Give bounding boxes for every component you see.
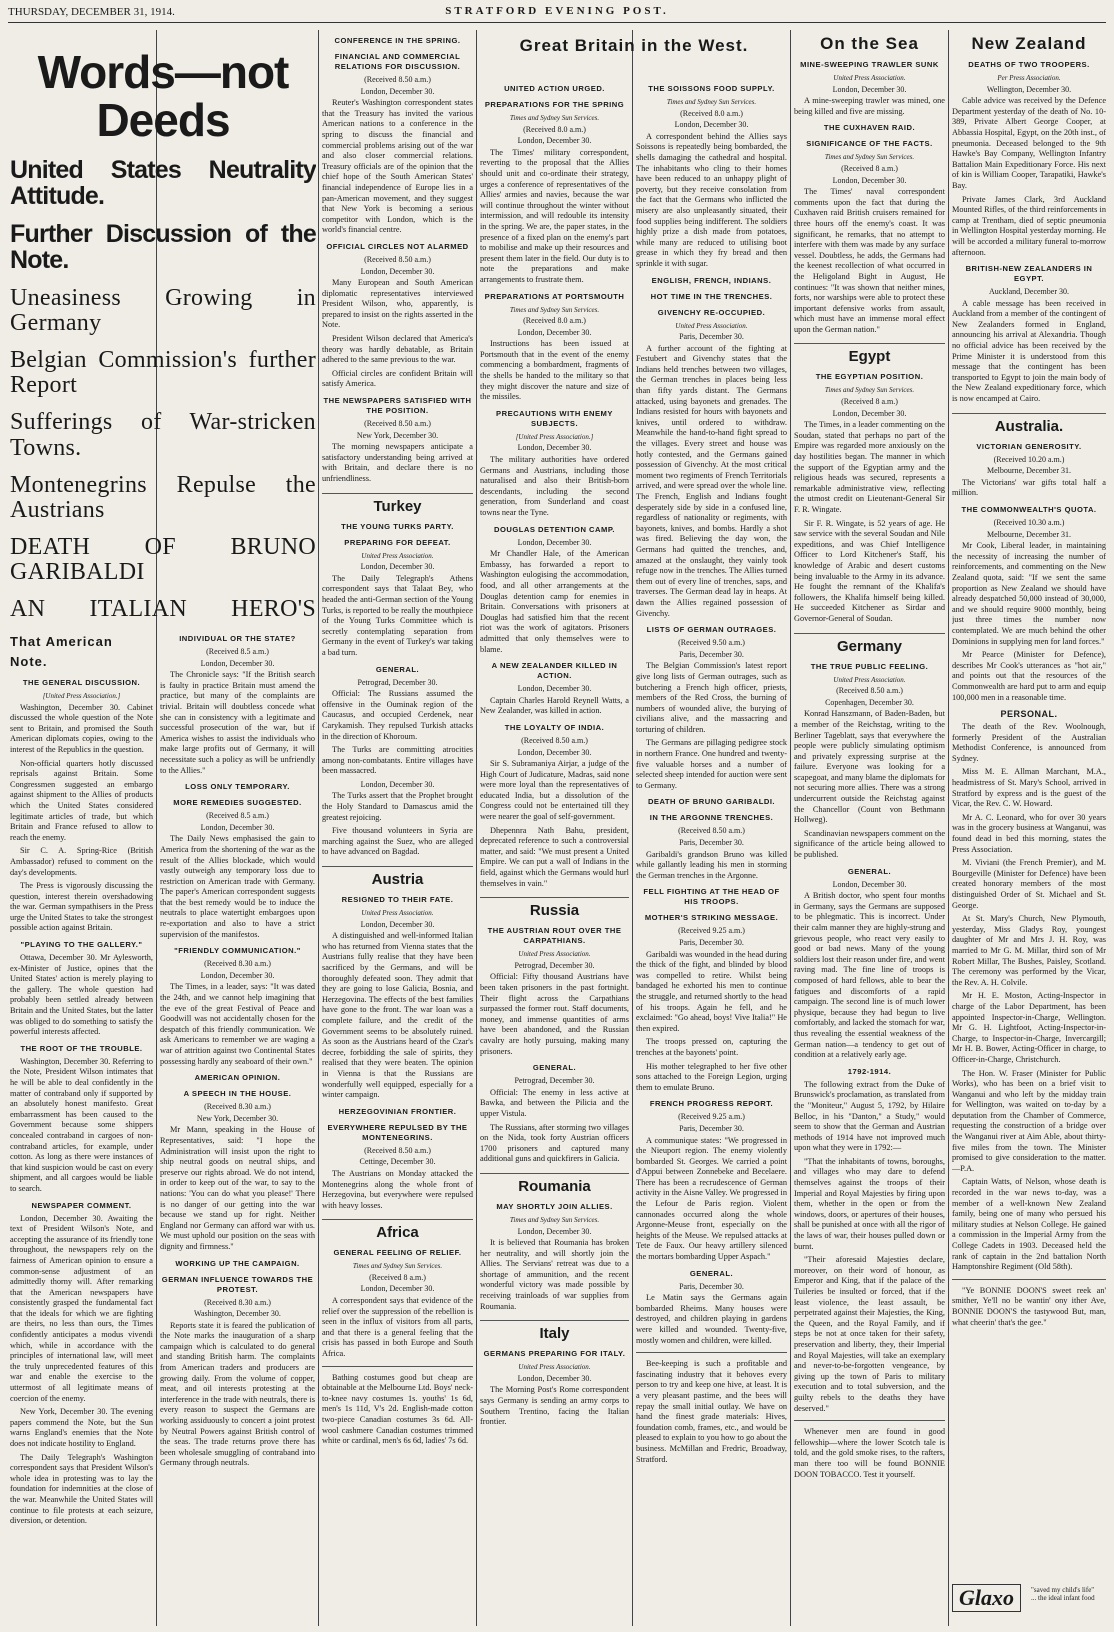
paragraph: Five thousand volunteers in Syria are marching against the Suez, who are alleged to have advanced on Bagdad. bbox=[322, 826, 473, 857]
paragraph: The Hon. W. Fraser (Minister for Public Works), who has been on a brief visit to Wanganui and who left by the midday train for Wellington, was waited on to-day by a deputation from the Chamber of Commerce, requesting the construction of a bridge over the Wanganui river at Aim Able, about thirty-five miles from the town. The Minister promised to give consideration to the matter.—P.A. bbox=[952, 1068, 1106, 1173]
subhead: PREPARATIONS AT PORTSMOUTH bbox=[484, 291, 625, 301]
dateline: London, December 30. bbox=[517, 747, 592, 757]
paragraph: London, December 30. Awaiting the text of President Wilson's Note, and accepting the assurance of its friendly tone throughout, the newspapers rely on the fairness of American opinion to ensure a common-sense adjustment of an admittedly thorny will. After remarking that the American newspapers have consistently grasped the fundamental fact that the ideals for which we are fighting are theirs, no less than ours, the Times confidently anticipates a modus vivendi which, while in accordance with the principles of international law, will meet the truly unprecedented features of this war and enable the exercise to the uttermost of all legitimate means of coercion of the enemy. bbox=[10, 1213, 153, 1403]
subhead: THE AUSTRIAN ROUT OVER THE CARPATHIANS. bbox=[487, 926, 622, 946]
subhead: RESIGNED TO THEIR FATE. bbox=[341, 895, 454, 905]
subhead: HOT TIME IN THE TRENCHES. bbox=[650, 291, 773, 301]
source-line: United Press Association. bbox=[518, 1363, 591, 1372]
dateline: Washington, December 30. bbox=[194, 1309, 281, 1319]
subhead: LISTS OF GERMAN OUTRAGES. bbox=[646, 625, 777, 635]
column-rule bbox=[476, 30, 477, 1626]
paragraph: The Times' military correspondent, reverting to the proposal that the Allies should unit and co-ordinate their strategy, urges a conference of representatives of the Allies' armies and navies, because the war will continue throughout the winter without intermission, and will redouble its intensity in the spring. We are, the paper states, in the presence of a fixed plan on the enemy's part to mobilise and make up their resources and present them later in the field. Our duty is to note the preparations and make arrangements to frustrate them. bbox=[480, 147, 629, 284]
subhead: "FRIENDLY COMMUNICATION." bbox=[174, 946, 301, 956]
subhead: GERMAN INFLUENCE TOWARDS THE PROTEST. bbox=[161, 1274, 314, 1294]
received-line: (Received 8.30 a.m.) bbox=[204, 959, 271, 969]
received-line: (Received 8.30 a.m.) bbox=[204, 1102, 271, 1112]
paragraph: A mine-sweeping trawler was mined, one being killed and five are missing. bbox=[794, 96, 945, 116]
subhead: DEATH OF BRUNO GARIBALDI. bbox=[647, 797, 776, 807]
received-line: (Received 9.50 a.m.) bbox=[678, 638, 745, 648]
paragraph: The Times' naval correspondent comments upon the fact that during the Cuxhaven raid British cruisers remained for three hours off the enemy's coast. It was significant, he remarks, that no attempt to interfere with them was made by any surface vessel. Doubtless, he adds, the Germans had the keenest recollection of what occurred in the Heligoland Bight in August, He continues: "It was shown that neither mines, forts, nor warships were able to protect these important defensive works from assault, which must have an immense moral effect upon the German nation." bbox=[794, 187, 945, 334]
section-heading-roumania: Roumania bbox=[480, 1173, 629, 1196]
source-line: Times and Sydney Sun Services. bbox=[824, 386, 915, 395]
dateline: Paris, December 30. bbox=[679, 938, 744, 947]
paragraph: The Times, in a leader, says: "It was dated the 24th, and we cannot help imagining that the eve of the great Festival of Peace and Goodwill was not accidentally chosen for the despatch of this friendly communication. We ask Americans to remember we are waging a war of attrition against two Continental States possessing hardly any seaboard of their own." bbox=[160, 982, 315, 1066]
paragraph: "That the inhabitants of towns, boroughs, and villages who may dare to defend themselves against the troops of their Imperial and Royal Majesties by firing upon them, whether in the open or from the windows, doors, or apertures of their houses, shall be punished at once with all the rigor of the laws of war, their houses pulled down or burnt. bbox=[794, 1156, 945, 1251]
paragraph: Private James Clark, 3rd Auckland Mounted Rifles, of the third reinforcements in camp at Trentham, died of septic pneumonia in Wellington Hospital yesterday morning. He will be accorded a military funeral to-morrow afternoon. bbox=[952, 194, 1106, 257]
subhead: MAY SHORTLY JOIN ALLIES. bbox=[496, 1201, 613, 1211]
received-line: (Received 8.50 a.m.) bbox=[364, 1145, 431, 1155]
paragraph: A correspondent behind the Allies says Soissons is repeatedly being bombarded, the shells damaging the cathedral and hospital. The inhabitants who cling to their homes have been reduced to an unhappy plight of poverty, but they receive consolation from the fact that the Germans who inflicted the misery are also unpleasantly situated, their food supplies being indifferent. The soldiers highly prize a dish made from potatoes, while many are reduced to utilising boot grease in which they fry bread and then sprinkle it with sugar. bbox=[636, 131, 787, 268]
paragraph: The Austrians on Monday attacked the Montenegrins along the whole front of Herzegovina, but everywhere were repulsed with heavy losses. bbox=[322, 1168, 473, 1210]
divider bbox=[794, 1420, 945, 1421]
subhead: INDIVIDUAL OR THE STATE? bbox=[179, 634, 296, 643]
subhead: THE EGYPTIAN POSITION. bbox=[815, 372, 924, 382]
subhead: HERZEGOVINIAN FRONTIER. bbox=[338, 1106, 457, 1116]
section-heading-australia: Australia. bbox=[952, 413, 1106, 436]
column-sea-egypt-germany bbox=[794, 30, 945, 1626]
dateline: Cettinge, December 30. bbox=[359, 1157, 436, 1167]
section-heading-africa: Africa bbox=[322, 1219, 473, 1242]
subhead: THE TRUE PUBLIC FEELING. bbox=[810, 661, 929, 671]
subhead: THE ROOT OF THE TROUBLE. bbox=[20, 1043, 143, 1053]
paragraph: The Russians, after storming two villages on the Nida, took forty Austrian officers 1700 prisoners and captured many additional guns and quickfirers in Galicia. bbox=[480, 1122, 629, 1164]
paragraph: "Their aforesaid Majesties declare, moreover, on their word of honour, as Emperor and King, that if the palace of the Tuileries be insulted or forced, that if the least violence, the least assault, be perpetrated against their Majesties, the King, the Queen, and the Royal Family, and if steps be not at once taken for their safety, preservation and liberty, they, their Imperial and Royal Majesties, will take an exemplary and never-to-be-forgotten vengeance, by giving up the town of Paris to military execution and to total subversion, and the guilty rebels to the deaths they have deserved." bbox=[794, 1255, 945, 1413]
paragraph: The military authorities have ordered Germans and Austrians, including those naturalised and also their British-born descendants, including the second generation, from Sunderland and coast towns near the Tyne. bbox=[480, 455, 629, 517]
paragraph: The troops pressed on, capturing the trenches at the bayonets' point. bbox=[636, 1037, 787, 1057]
source-line: Times and Sydney Sun Services. bbox=[509, 1215, 600, 1224]
paragraph: A correspondent says that evidence of the relief over the suppression of the rebellion is seen in the influx of visitors from all parts, and that there is a general feeling that the crisis has passed in both Europe and South Africa. bbox=[322, 1296, 473, 1359]
dateline: Petrograd, December 30. bbox=[514, 1076, 595, 1086]
source-line: Times and Sydney Sun Services. bbox=[824, 153, 915, 162]
paragraph: Reports state it is feared the publication of the Note marks the inauguration of a sharp campaign which is calculated to do general and standing British harm. The complaints from American traders and producers are growing daily. From the volume of copper, meat, and oil interests protesting at the interference in the trade with neutrals, there is every reason to suspect the Germans are working assiduously to concert a joint protest by Neutral Powers against British control of the seas. The trade returns prove there has been wholesale smuggling of contraband into Germany through neutrals. bbox=[160, 1320, 315, 1468]
subhead: WORKING UP THE CAMPAIGN. bbox=[175, 1258, 300, 1268]
subhead: EVERYWHERE REPULSED BY THE MONTENEGRINS. bbox=[327, 1122, 468, 1142]
column-rule bbox=[790, 30, 791, 1626]
subhead: GIVENCHY RE-OCCUPIED. bbox=[657, 307, 766, 317]
headline: Sufferings of War-stricken Towns. bbox=[10, 409, 316, 461]
paragraph: Konrad Hanszmann, of Baden-Baden, but a member of the Reichstag, writing to the Berliner Tageblatt, says that everywhere the people were publicly simulating optimism and privately expressing surprise at the failure. Everyone was looking for a scapegoat, and many blame the diplomats for not securing more allies. There was a strong undercurrent outside the Reichstag against the Chancellor (Count von Bethmann Hollweg). bbox=[794, 709, 945, 825]
paragraph: A cable message has been received in Auckland from a member of the contingent of New Zealanders formed in England, announcing his arrival at Alexandria. Though no official advice has been received by the Prime Minister it is understood from this message that the contingent has been transported to Egypt to join the main body of the New Zealand expeditionary force, which is now encamped at Cairo. bbox=[952, 298, 1106, 404]
headline: Further Discussion of the Note. bbox=[10, 220, 316, 275]
banner-on-the-sea: On the Sea bbox=[820, 34, 919, 53]
advertisement-paragraph: Bee-keeping is such a profitable and fascinating industry that it behoves every person to try and keep one hive, at least. It is a very pleasant pastime, and the bees will repay the small initial outlay. We have on hand the finest grade materials: Hives, foundation comb, frames, etc., and would be pleased to explain to you how to go about the business. McMillan and Fredric, Broadway, Stratford. bbox=[636, 1359, 787, 1464]
ad-text: "saved my child's life" ... the ideal infant food bbox=[1031, 1586, 1095, 1602]
headline: Uneasiness Growing in Germany bbox=[10, 284, 316, 336]
dateline: Paris, December 30. bbox=[679, 1123, 744, 1133]
paragraph: Official: Fifty thousand Austrians have been taken prisoners in the past fortnight. Their flight across the Carpathians surpassed the former rout. Staff documents, money, and immense quantities of arms have been abandoned, and the Russian cavalry are hotly pursuing, making many prisoners. bbox=[480, 972, 629, 1056]
paragraph: New York, December 30. The evening papers commend the Note, but the Sun warns England's enemies that the Note does not indicate hostility to England. bbox=[10, 1407, 153, 1448]
divider bbox=[636, 1352, 787, 1353]
source-line: Times and Sydney Sun Services. bbox=[666, 98, 757, 106]
received-line: (Received 8.30 a.m.) bbox=[204, 1297, 271, 1307]
source-line: [United Press Association.] bbox=[42, 692, 121, 700]
headline-main: Words—not Deeds bbox=[37, 46, 289, 147]
subhead: FINANCIAL AND COMMERCIAL RELATIONS FOR DISCUSSION. bbox=[334, 52, 461, 71]
divider bbox=[322, 1366, 473, 1367]
dateline: London, December 30. bbox=[200, 658, 275, 668]
banner-new-zealand: New Zealand bbox=[971, 34, 1087, 53]
dateline: London, December 30. bbox=[517, 1226, 592, 1236]
dateline: Wellington, December 30. bbox=[986, 84, 1072, 94]
paragraph: Official: The Russians assumed the offensive in the Ouminak region of the Caucasus, and occupied Cerdenek, near Carykamish. They repulsed Turkish attacks in the direction of Khoroum. bbox=[322, 689, 473, 741]
paragraph: The Times, in a leader commenting on the Soudan, stated that perhaps no part of the Empire was regarded more anxiously on the day hostilities began. The manner in which the support of the Egyptian army and the religious heads was secured, represents a remarkable administrative view, reflecting the utmost credit on Lieutenant-General Sir F. R. Wingate. bbox=[794, 420, 945, 514]
paragraph: The Victorians' war gifts total half a million. bbox=[952, 477, 1106, 498]
subhead: UNITED ACTION URGED. bbox=[504, 84, 605, 93]
source-line: Times and Sydney Sun Services. bbox=[352, 1262, 443, 1271]
paragraph: The Press is vigorously discussing the question, interest therein overshadowing the war. German sympathisers in the Press urge the United States to take the strongest possible action against Britain. bbox=[10, 881, 153, 933]
paragraph: Official: The enemy in less active at Bawka, and between the Pilicia and the upper Vistula. bbox=[480, 1087, 629, 1118]
section-heading-austria: Austria bbox=[322, 866, 473, 889]
paragraph: The death of the Rev. Woolnough, formerly President of the Australian Methodist Conference, is announced from Sydney. bbox=[952, 722, 1106, 763]
paragraph: Miss M. E. Allman Marchant, M.A., headmistress of St. Mary's School, arrived in Stratford by express and is the guest of the Vicar, the Rev. C. W. Howard. bbox=[952, 767, 1106, 809]
paragraph: Captain Watts, of Nelson, whose death is recorded in the war news to-day, was a member of a well-known New Zealand family, being one of many who persued his military studies at Nelson College. He gained a commission in the Imperial Army from the College Cadets in 1903. Deceased held the rank of captain in the 2nd battalion North Hamptonshire Regiment (Old 58th). bbox=[952, 1177, 1106, 1272]
received-line: (Received 8.0 a.m.) bbox=[523, 124, 586, 134]
subhead: LOSS ONLY TEMPORARY. bbox=[185, 782, 290, 792]
subhead: DEATHS OF TWO TROOPERS. bbox=[968, 60, 1090, 69]
column-rule bbox=[632, 30, 633, 1626]
dateline: Paris, December 30. bbox=[679, 838, 744, 848]
dateline: London, December 30. bbox=[360, 1284, 435, 1294]
source-line: [United Press Association.] bbox=[515, 432, 594, 441]
subhead: PERSONAL. bbox=[1000, 709, 1058, 720]
subhead: AMERICAN OPINION. bbox=[194, 1073, 281, 1083]
dateline: Petrograd, December 30. bbox=[357, 677, 438, 687]
column-new-zealand-australia bbox=[952, 30, 1106, 1626]
headline: DEATH OF BRUNO GARIBALDI bbox=[10, 534, 316, 586]
subhead: THE CUXHAVEN RAID. bbox=[823, 123, 916, 133]
paragraph: His mother telegraphed to her five other sons attached to the Foreign Legion, urging them to emulate Bruno. bbox=[636, 1061, 787, 1092]
received-line: (Received 8.50 a.m.) bbox=[364, 75, 431, 84]
paragraph: Official circles are confident Britain will satisfy America. bbox=[322, 368, 473, 389]
received-line: (Received 8.5 a.m.) bbox=[206, 811, 269, 821]
paragraph: At St. Mary's Church, New Plymouth, yesterday, Miss Gladys Roy, youngest daughter of Mr and Mrs J. H. Roy, was married to Mr G. M. Millar, third son of Mr Robert Millar, The Bushes, Paisley, Scotland. The ceremony was performed by the Vicar, the Rev. A. H. Colvile. bbox=[952, 914, 1106, 987]
dateline: London, December 30. bbox=[360, 266, 435, 276]
paragraph: Garibaldi's grandson Bruno was killed while gallantly leading his men in storming the German trenches in the Argonne. bbox=[636, 849, 787, 880]
paragraph: Mr H. E. Moston, Acting-Inspector in charge of the Labor Department, has been appointed Inspector-in-Charge, Wellington. Mr G. H. Lightfoot, Acting-Inspector-in-Charge, to Inspector-in-Charge, Invercargill; Mr H. B. Bower, Acting-Officer in charge, to Officer-in-Charge, Christchurch. bbox=[952, 991, 1106, 1064]
article-title: That American Note. bbox=[10, 634, 113, 669]
section-heading-italy: Italy bbox=[480, 1320, 629, 1343]
advertisement-paragraph: Whenever men are found in good fellowship—where the lower Scotch tale is told, and the gold smoke rises, to the rafters, man there too will be found BONNIE DOON TOBACCO. Test it yourself. bbox=[794, 1427, 945, 1479]
subhead: 1792-1914. bbox=[847, 1066, 892, 1076]
paragraph: Scandinavian newspapers comment on the significance of the article being allowed to be published. bbox=[794, 828, 945, 860]
paragraph: Captain Charles Harold Reynell Watts, a New Zealander, was killed in action. bbox=[480, 695, 629, 716]
dateline: Petrograd, December 30. bbox=[514, 960, 595, 970]
divider bbox=[952, 1279, 1106, 1280]
paragraph: It is believed that Roumania has broken her neutrality, and will shortly join the Allies. The Servians' retreat was due to a shortage of ammunition, and the recent wonderful victory was made possible by receiving trainloads of war supplies from Roumania. bbox=[480, 1238, 629, 1311]
subhead: DOUGLAS DETENTION CAMP. bbox=[493, 524, 616, 534]
section-heading-russia: Russia bbox=[480, 897, 629, 920]
column-conference-turkey-austria-africa bbox=[322, 30, 473, 1626]
dateline: Paris, December 30. bbox=[679, 649, 744, 659]
dateline: London, December 30. bbox=[517, 136, 592, 146]
glaxo-logo: Glaxo bbox=[952, 1584, 1021, 1612]
article-american-note bbox=[10, 628, 153, 1626]
subhead: MOTHER'S STRIKING MESSAGE. bbox=[644, 913, 779, 923]
glaxo-advertisement bbox=[952, 1580, 1106, 1624]
subhead: PRECAUTIONS WITH ENEMY SUBJECTS. bbox=[496, 408, 613, 428]
received-line: (Received 9.25 a.m.) bbox=[678, 1112, 745, 1122]
subhead: FELL FIGHTING AT THE HEAD OF HIS TROOPS. bbox=[643, 887, 780, 907]
dateline: London, December 30. bbox=[674, 120, 749, 130]
paragraph: The Daily Telegraph's Washington correspondent says that President Wilson's whole idea in protesting was to lay the foundation for indemnities at the close of the war. Meanwhile the United States will continue to file protests at each seizure, diversion, or detention. bbox=[10, 1452, 153, 1526]
headline-block bbox=[10, 30, 316, 622]
paragraph: Mr Cook, Liberal leader, in maintaining the necessity of increasing the number of reinforcements, and commenting on the New Zealand quota, said: "If we sent the same proportion as New Zealand we should have already despatched 50,000 instead of 30,000, and we should require 9000 monthly, being just three times the number now contemplated. We are much behind the other Dominions in supplying men for land forces." bbox=[952, 541, 1106, 646]
subhead: IN THE ARGONNE TRENCHES. bbox=[649, 813, 774, 823]
source-line: Times and Sydney Sun Services. bbox=[509, 305, 600, 314]
dateline: Copenhagen, December 30. bbox=[825, 697, 914, 707]
paragraph: Dhepennra Nath Bahu, president, deprecated reference to such a controversial matter, and said: "We must present a United Empire. We can put a wall of Indians in the field, against which the Germans would hurl themselves in vain." bbox=[480, 825, 629, 888]
received-line: (Received 8.0 a.m.) bbox=[523, 316, 586, 326]
received-line: (Received 8 a.m.) bbox=[841, 163, 898, 173]
source-line: Times and Sydney Sun Services. bbox=[509, 114, 600, 122]
subhead: THE NEWSPAPERS SATISFIED WITH THE POSITION. bbox=[323, 396, 472, 416]
paragraph: The following extract from the Duke of Brunswick's proclamation, as translated from the "Moniteur," August 5, 1792, by Hilaire Belloc, in his "Danton," a Study," would seem to show that the German and Austrian methods of 1914 have not improved much upon what they were in 1792:— bbox=[794, 1079, 945, 1153]
dateline: Paris, December 30. bbox=[679, 1281, 744, 1291]
dateline: London, December 30. bbox=[517, 684, 592, 694]
dateline: London, December 30. bbox=[832, 408, 907, 418]
subhead: NEWSPAPER COMMENT. bbox=[31, 1200, 132, 1210]
paragraph: The Daily News emphasised the gain to America from the shortening of the war as the result of the Allies blockade, which would vastly outweigh any temporary loss due to restriction on American trade with Germany. The paper's American correspondent suggests that the best remedy would be to induce the neutrals to place watertight embargoes upon re-exportation and also to have a strict supervision of the manifestos. bbox=[160, 834, 315, 939]
received-line: (Received 8.50 a.m.) bbox=[521, 735, 588, 745]
dateline: Auckland, December 30. bbox=[989, 287, 1069, 297]
headline: United States Neutrality Attitude. bbox=[10, 155, 316, 210]
subhead: VICTORIAN GENEROSITY. bbox=[976, 441, 1082, 451]
paragraph: Washington, December 30. Referring to the Note, President Wilson intimates that he will be able to deal confidently in the matter of contraband only if supported by an absolutely honest manifesto. Great embarrassment has been caused to the Government because some shippers concealed contraband in cargoes of non-contraband articles, for example, under cotton. As long as there were instances of that kind suspicion would be cast on every shipment, and all cargoes would be liable to search. bbox=[10, 1056, 153, 1193]
subhead: GENERAL FEELING OF RELIEF. bbox=[333, 1248, 462, 1258]
banner-title: Great Britain in the West. bbox=[519, 36, 749, 55]
dateline: London, December 30. bbox=[517, 327, 592, 337]
dateline: London, December 30. bbox=[517, 537, 592, 547]
subhead: OFFICIAL CIRCLES NOT ALARMED bbox=[326, 241, 469, 251]
subhead: GERMANS PREPARING FOR ITALY. bbox=[483, 1349, 626, 1359]
paragraph: Many European and South American diplomatic representatives interviewed President Wilson, who, apparently, is prepared to insist on the rights asserted in the Note. bbox=[322, 278, 473, 330]
paragraph: President Wilson declared that America's theory was hardly debatable, as Britain adhered to the same previous to the war. bbox=[322, 334, 473, 365]
received-line: (Received 8 a.m.) bbox=[841, 397, 898, 407]
paragraph: Mr Pearce (Minister for Defence), describes Mr Cook's utterances as "hot air," and points out that the resources of the Commonwealth are hard put to arm and equip 100,000 men in a reasonable time. bbox=[952, 650, 1106, 702]
subhead: THE COMMONWEALTH'S QUOTA. bbox=[961, 505, 1097, 514]
subhead: SIGNIFICANCE OF THE FACTS. bbox=[806, 139, 933, 149]
paragraph: A British doctor, who spent four months in Germany, says the Germans are supposed to be phlegmatic. This is incorrect. Under their calm manner they are highly-strung and grievous people, who react very easily to good or bad news. Many of the young soldiers lost their reason under fire, and went raving mad. The fine line of troops is composed of hard fellows, able to bear the fatigues and discomforts of a rapid campaign. The second line is of much lower physique, because they had begun to live comfortably, and lacked the stomach for war, thus revealing the essential weakness of the German nation—a tendency to get out of condition at a relatively early age. bbox=[794, 891, 945, 1060]
paragraph: The Chronicle says: "If the British search is faulty in practice Britain must amend the practice, but many of the complaints are trivial. Britain will doubtless concede what she can in consistency with a legitimate and successful prosecution of the war, but if America wishes to assist the individuals who make large profits out of Germany, it will necessitate such a policy as will be unfriendly to the Allies." bbox=[160, 670, 315, 775]
subhead: THE GENERAL DISCUSSION. bbox=[22, 678, 141, 687]
subhead: FRENCH PROGRESS REPORT. bbox=[649, 1099, 774, 1109]
received-line: (Received 8.50 a.m.) bbox=[364, 254, 431, 264]
paragraph: A further account of the fighting at Festubert and Givenchy states that the Indians held trenches between two villages, the German trenches in places being less than fifty yards distant. The Germans attacked, using bayonets and grenades. The Indians resisted for hours with bayonets and knives, until ordered to withdraw. Meanwhile the hand-to-hand fight spread to the villages. Every street and house was hotly contested, and the Germans gained possession of Givenchy. At the most critical moment two regiments of French Territorials arrived, and were spread over the whole line. The French, English and Indians fought desperately side by side in a confused line, regardless of nationality or regiments, with bayonets, knives, and bombs. Hardly a shot was fired. Believing the day won, the Germans had quitted the trenches, and, amazed at the onslaught, they vainly took refuge now in the trenches. The Allies turned them out of every line of trenches, saps, and traverses. The German dead lay in heaps. At dawn the Allies regained possession of Givenchy. bbox=[636, 343, 787, 618]
subhead: PREPARING FOR DEFEAT. bbox=[344, 537, 451, 547]
paragraph: Reuter's Washington correspondent states that the Treasury has invited the various American nations to a conference in the spring to discuss the financial and commercial problems arising out of the war and also closer commercial relations. Treasury officials are of the opinion that the chief hope of the South American States' financial independence of Europe lies in a pan-American movement, and they suggest that New York is becoming a serious competitor with London, which is the world's financial centre. bbox=[322, 98, 473, 235]
paragraph: Garibaldi was wounded in the head during the thick of the fight, and blinded by blood was compelled to retire. Whilst being bandaged he exhorted his men to continue the struggle, and returned shortly to the head of his troops. Again he fell, and he exclaimed: "Go ahead, boys! Vive Italia!" He then expired. bbox=[636, 949, 787, 1033]
column-rule bbox=[318, 30, 319, 1626]
subhead: GENERAL. bbox=[847, 866, 892, 876]
source-line: United Press Association. bbox=[833, 74, 906, 82]
section-heading-egypt: Egypt bbox=[794, 343, 945, 366]
paragraph: The Turks are committing atrocities among non-combatants. Entire villages have been massacred. bbox=[322, 745, 473, 776]
paragraph: The Belgian Commission's latest report give long lists of German outrages, such as butchering a French high officer, priests, members of the Red Cross, the burning of numbers of wounded alive, the burying of civilians alive, and the massacring and torturing of children. bbox=[636, 661, 787, 734]
headline: AN ITALIAN HERO'S bbox=[10, 596, 316, 622]
paragraph: Ottawa, December 30. Mr Aylesworth, ex-Minister of Justice, opines that the United States' action is merely playing to the gallery. The whole question had probably been settled already between Britain and the United States, but the latter was obliged to do something to satisfy the powerful interests affected. bbox=[10, 953, 153, 1037]
paragraph: Non-official quarters hotly discussed reprisals against Britain. Some Congressmen suggested an embargo against shipment to the Allies of products which the United States considered legitimate articles of trade, but which Britain and France refused to allow to reach the enemy. bbox=[10, 758, 153, 842]
paragraph: The morning newspapers anticipate a satisfactory understanding being arrived at with Britain, and declare there is no unfriendliness. bbox=[322, 442, 473, 483]
subhead: A NEW ZEALANDER KILLED IN ACTION. bbox=[491, 661, 618, 681]
subhead: GENERAL. bbox=[375, 664, 420, 674]
paragraph: Sir F. R. Wingate, is 52 years of age. He saw service with the several Soudan and Nile expeditions, and was Chief Intelligence Officer to Lord Kitchener's Staff, his knowledge of Arabic and desert customs being invaluable to the Army in its advance. He fought the remnant of the Khalifa's followers, the Khalifa himself being killed. He succeeded Kitchener as Sirdar and Governor-General of Soudan. bbox=[794, 518, 945, 623]
dateline: Melbourne, December 31. bbox=[987, 466, 1071, 476]
subhead: MINE-SWEEPING TRAWLER SUNK bbox=[800, 60, 939, 69]
subhead: "PLAYING TO THE GALLERY." bbox=[20, 940, 143, 950]
dateline: London, December 30. bbox=[200, 822, 275, 832]
received-line: (Received 10.20 a.m.) bbox=[993, 454, 1065, 464]
dateline: London, December 30. bbox=[360, 86, 435, 96]
dateline: London, December 30. bbox=[832, 175, 907, 185]
paragraph: Washington, December 30. Cabinet discussed the whole question of the Note sent to Britain, and promised the South American diplomats copies, owing to the interest of the Republics in the question. bbox=[10, 702, 153, 754]
paragraph: A communique states: "We progressed in the Nieuport region. The enemy violently bombarded St. Georges. We carried a point d'Appui between Zonnebeke and Becelaere. There has been a recrudescence of German activity in the Aisne Valley. We progressed in the Lefour de Paris region. Violent cannonades occurred along the whole Argonne-Meuse front, especially on the heights of the Meuse. We repulsed attacks at Tete de Faux. Our heavy artillery silenced the mortars bombarding Upper Aspach." bbox=[636, 1135, 787, 1262]
subhead: THE YOUNG TURKS PARTY. bbox=[341, 521, 454, 531]
dateline: London, December 30. bbox=[360, 919, 435, 929]
paragraph: Mr A. C. Leonard, who for over 30 years was in the grocery business at Wanganui, was found dead in bed this morning, states the Press Association. bbox=[952, 812, 1106, 854]
source-line: United Press Association. bbox=[833, 675, 906, 684]
source-line: Per Press Association. bbox=[997, 74, 1061, 82]
received-line: (Received 8.50 a.m.) bbox=[364, 419, 431, 429]
headline: Belgian Commission's further Report bbox=[10, 346, 316, 399]
source-line: United Press Association. bbox=[518, 950, 591, 959]
article-individual-state bbox=[160, 628, 315, 1626]
masthead-date: THURSDAY, DECEMBER 31, 1914. bbox=[8, 6, 175, 18]
received-line: (Received 8.0 a.m.) bbox=[680, 108, 743, 118]
paragraph: M. Viviani (the French Premier), and M. Bourgeville (Minister for Defence) have been created honorary members of the most distinguished Order of St. Michael and St. George. bbox=[952, 858, 1106, 910]
received-line: (Received 8.5 a.m.) bbox=[206, 647, 269, 656]
subhead: PREPARATIONS FOR THE SPRING bbox=[484, 100, 625, 109]
dateline: New York, December 30. bbox=[196, 1113, 279, 1123]
subhead: GENERAL. bbox=[532, 1063, 577, 1073]
subhead: A SPEECH IN THE HOUSE. bbox=[183, 1089, 292, 1099]
dateline: London, December 30. bbox=[832, 879, 907, 889]
paragraph: Sir C. A. Spring-Rice (British Ambassador) refused to comment on the day's developments. bbox=[10, 846, 153, 877]
source-line: United Press Association. bbox=[361, 909, 434, 918]
section-heading-germany: Germany bbox=[794, 633, 945, 656]
paragraph: Cable advice was received by the Defence Department yesterday of the death of No. 10-389, Private Albert George Cooper, at Abbassia Hospital, Egypt, on the 20th inst., of pneumonia. Deceased belonged to the 9th Hawke's Bay Company, Wellington Infantry Battalion Main Expeditionary Force. His next of kin is William Cooper, Tarapatiki, Hawke's Bay. bbox=[952, 96, 1106, 190]
paragraph: Le Matin says the Germans again bombarded Rheims. Many houses were destroyed, and children playing in gardens were killed and wounded. Twenty-five, mostly women and children, were killed. bbox=[636, 1293, 787, 1345]
subhead: BRITISH-NEW ZEALANDERS IN EGYPT. bbox=[965, 264, 1093, 284]
subhead: CONFERENCE IN THE SPRING. bbox=[334, 36, 461, 45]
received-line: (Received 9.25 a.m.) bbox=[678, 926, 745, 936]
dateline: London, December 30. bbox=[517, 1373, 592, 1383]
dateline: London, December 30. bbox=[832, 84, 907, 94]
received-line: (Received 8 a.m.) bbox=[369, 1272, 426, 1282]
source-line: United Press Association. bbox=[361, 551, 434, 560]
paragraph: A distinguished and well-informed Italian who has returned from Vienna states that the Austrians fully realise that they have been sacrificed by the Germans, and will be thoroughly defeated soon. They admit that they are going to lose Galicia, Bosnia, and Herzegovina. The effects of the best families have gone to the front. The war loan was a complete failure, and the credit of the Government seems to be absolutely ruined. As soon as the Austrians heard of the Czar's decree, forbidding the sale of spirits, they realised that they were beaten. The opinion in Vienna is that the Russians are wonderfully well equipped, especially for a winter campaign. bbox=[322, 931, 473, 1100]
dateline: London, December 30. bbox=[200, 970, 275, 980]
received-line: (Received 8.50 a.m.) bbox=[678, 826, 745, 836]
paragraph: Mr Mann, speaking in the House of Representatives, said: "I hope the Administration will insist upon the right to ship neutral goods on neutral ships, and preserve our rights abroad. We do not intend, in order to keep out of the war, to say to the nations: 'You can do what you please!' There is no danger of our getting into the war because we stand up for right. Neither England nor Germany can afford war with us. We must uphold our position on the seas with dignity and firmness." bbox=[160, 1125, 315, 1251]
masthead-paper-name: STRATFORD EVENING POST. bbox=[445, 5, 669, 17]
column-great-britain-west bbox=[480, 30, 629, 1626]
dateline: London, December 30. bbox=[360, 779, 435, 789]
subhead: THE SOISSONS FOOD SUPPLY. bbox=[648, 84, 775, 93]
subhead: MORE REMEDIES SUGGESTED. bbox=[173, 798, 302, 808]
dateline: New York, December 30. bbox=[356, 430, 439, 440]
headline: Montenegrins Repulse the Austrians bbox=[10, 471, 316, 523]
paragraph: The Morning Post's Rome correspondent says Germany is sending an army corps to Southern Trentino, facing the Italian frontier. bbox=[480, 1385, 629, 1427]
paragraph: Instructions has been issued at Portsmouth that in the event of the enemy commencing a bombardment, fragments of the shells be handed to the military so that they might discover the nature and size of the missiles. bbox=[480, 339, 629, 402]
column-rule bbox=[948, 30, 949, 1626]
dateline: London, December 30. bbox=[517, 443, 592, 453]
dateline: Melbourne, December 31. bbox=[987, 529, 1071, 539]
dateline: London, December 30. bbox=[360, 562, 435, 572]
advertisement-paragraph: Bathing costumes good but cheap are obtainable at the Melbourne Ltd. Boys' neck-to-knee navy costumes 1s. youths' 1s 6d, men's 1s 11d, V's 2d. English-made cotton two-piece Canadian costumes 3s 6d. All-wool cashmere Canadian costumes trimmed white or cardinal, men's 6s 6d, ladies' 7s 6d. bbox=[322, 1372, 473, 1446]
paragraph: Mr Chandler Hale, of the American Embassy, has forwarded a report to Washington eulogising the accommodation, food, and all other arrangements at the Douglas detention camp for enemies in Britain. Conversations with prisoners at Douglas had satisfied him that the recent riot was the work of agitators. Prisoners admitted that only themselves were to blame. bbox=[480, 549, 629, 654]
section-heading-turkey: Turkey bbox=[322, 493, 473, 516]
subhead: ENGLISH, FRENCH, INDIANS. bbox=[651, 275, 772, 285]
source-line: United Press Association. bbox=[675, 321, 748, 330]
paragraph: The Turks assert that the Prophet brought the Holy Standard to Damascus amid the greatest rejoicing. bbox=[322, 791, 473, 822]
column-soissons-givenchy bbox=[636, 30, 787, 1626]
paragraph: Sir S. Subramaniya Airjar, a judge of the High Court of Judicature, Madras, said none were more loyal than the representatives of educated India, but a dissolution of the Congress could not be entertained till they were nearer the goal of self-government. bbox=[480, 759, 629, 822]
dateline: Paris, December 30. bbox=[679, 332, 744, 342]
masthead bbox=[8, 4, 1106, 23]
subhead: THE LOYALTY OF INDIA. bbox=[504, 722, 605, 732]
received-line: (Received 8.50 a.m.) bbox=[836, 686, 903, 696]
paragraph: The Germans are pillaging pedigree stock in northern France. One hundred and twenty-five valuable horses and a number of selected sheep intended for auction were sent to Germany. bbox=[636, 738, 787, 790]
received-line: (Received 10.30 a.m.) bbox=[993, 518, 1065, 527]
subhead: GENERAL. bbox=[689, 1268, 734, 1278]
paragraph: The Daily Telegraph's Athens correspondent says that Talaat Bey, who headed the anti-German section of the Young Turks, is reported to be really the mouthpiece of the Young Turks Committee which is secretly contemplating separation from Germany in the event of Turkey's war taking a bad turn. bbox=[322, 573, 473, 657]
advertisement-paragraph: "Ye BONNIE DOON'S sweet reek an' smither, Ye'll no be wantin' ony ither Ave, BONNIE DOON'S the tastywood But, man, what cheerin' that's the gee." bbox=[952, 1285, 1106, 1327]
